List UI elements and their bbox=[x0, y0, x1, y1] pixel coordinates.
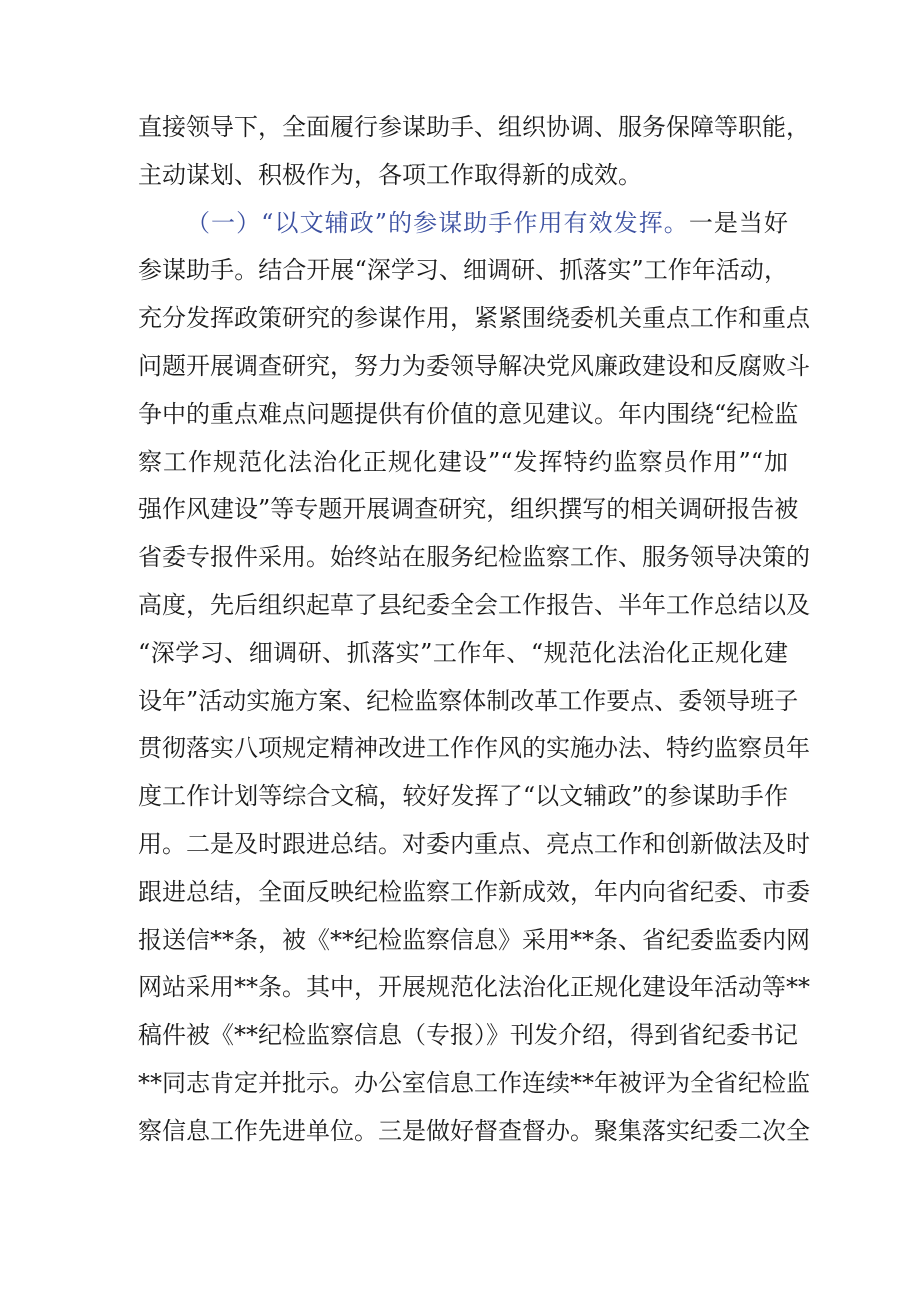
section-one-line: 贯彻落实八项规定精神改进工作作风的实施办法、特约监察员年 bbox=[138, 734, 810, 763]
section-one-line: 报送信**条，被《**纪检监察信息》采用**条、省纪委监委内网 bbox=[138, 925, 810, 954]
section-one-line: 争中的重点难点问题提供有价值的意见建议。年内围绕“纪检监 bbox=[138, 399, 799, 428]
section-one-first-line-rest: 一是当好 bbox=[688, 208, 788, 237]
section-one-line: “深学习、细调研、抓落实”工作年、“规范化法治化正规化建 bbox=[138, 638, 788, 667]
section-one-line: 稿件被《**纪检监察信息（专报）》刊发介绍，得到省纪委书记 bbox=[138, 1021, 798, 1050]
section-one-line: 参谋助手。结合开展“深学习、细调研、抓落实”工作年活动， bbox=[138, 256, 788, 285]
section-one-line: 省委专报件采用。始终站在服务纪检监察工作、服务领导决策的 bbox=[138, 543, 810, 572]
section-one-line: 察信息工作先进单位。三是做好督查督办。聚集落实纪委二次全 bbox=[138, 1116, 810, 1145]
intro-line-2: 主动谋划、积极作为，各项工作取得新的成效。 bbox=[138, 160, 642, 189]
section-one-line: 高度，先后组织起草了县纪委全会工作报告、半年工作总结以及 bbox=[138, 590, 810, 619]
section-one-line: 用。二是及时跟进总结。对委内重点、亮点工作和创新做法及时 bbox=[138, 829, 810, 858]
intro-line-1: 直接领导下，全面履行参谋助手、组织协调、服务保障等职能， bbox=[138, 113, 810, 141]
section-one-line: 充分发挥政策研究的参谋作用，紧紧围绕委机关重点工作和重点 bbox=[138, 304, 810, 333]
section-one-line: **同志肯定并批示。办公室信息工作连续**年被评为全省纪检监 bbox=[138, 1068, 810, 1097]
section-one-heading: （一）“以文辅政”的参谋助手作用有效发挥。 bbox=[186, 208, 689, 237]
section-one-line: 设年”活动实施方案、纪检监察体制改革工作要点、委领导班子 bbox=[138, 686, 799, 715]
section-one-line: 度工作计划等综合文稿，较好发挥了“以文辅政”的参谋助手作 bbox=[138, 782, 788, 811]
section-one-line: 跟进总结，全面反映纪检监察工作新成效，年内向省纪委、市委 bbox=[138, 877, 810, 906]
section-one-line: 网站采用**条。其中，开展规范化法治化正规化建设年活动等** bbox=[138, 973, 810, 1002]
section-one-first-line bbox=[138, 200, 788, 248]
document-body bbox=[138, 104, 810, 1156]
section-one-line: 察工作规范化法治化正规化建设”“发挥特约监察员作用”“加 bbox=[138, 447, 788, 476]
section-one-line: 强作风建设”等专题开展调查研究，组织撰写的相关调研报告被 bbox=[138, 495, 799, 524]
section-one-line: 问题开展调查研究，努力为委领导解决党风廉政建设和反腐败斗 bbox=[138, 351, 810, 380]
